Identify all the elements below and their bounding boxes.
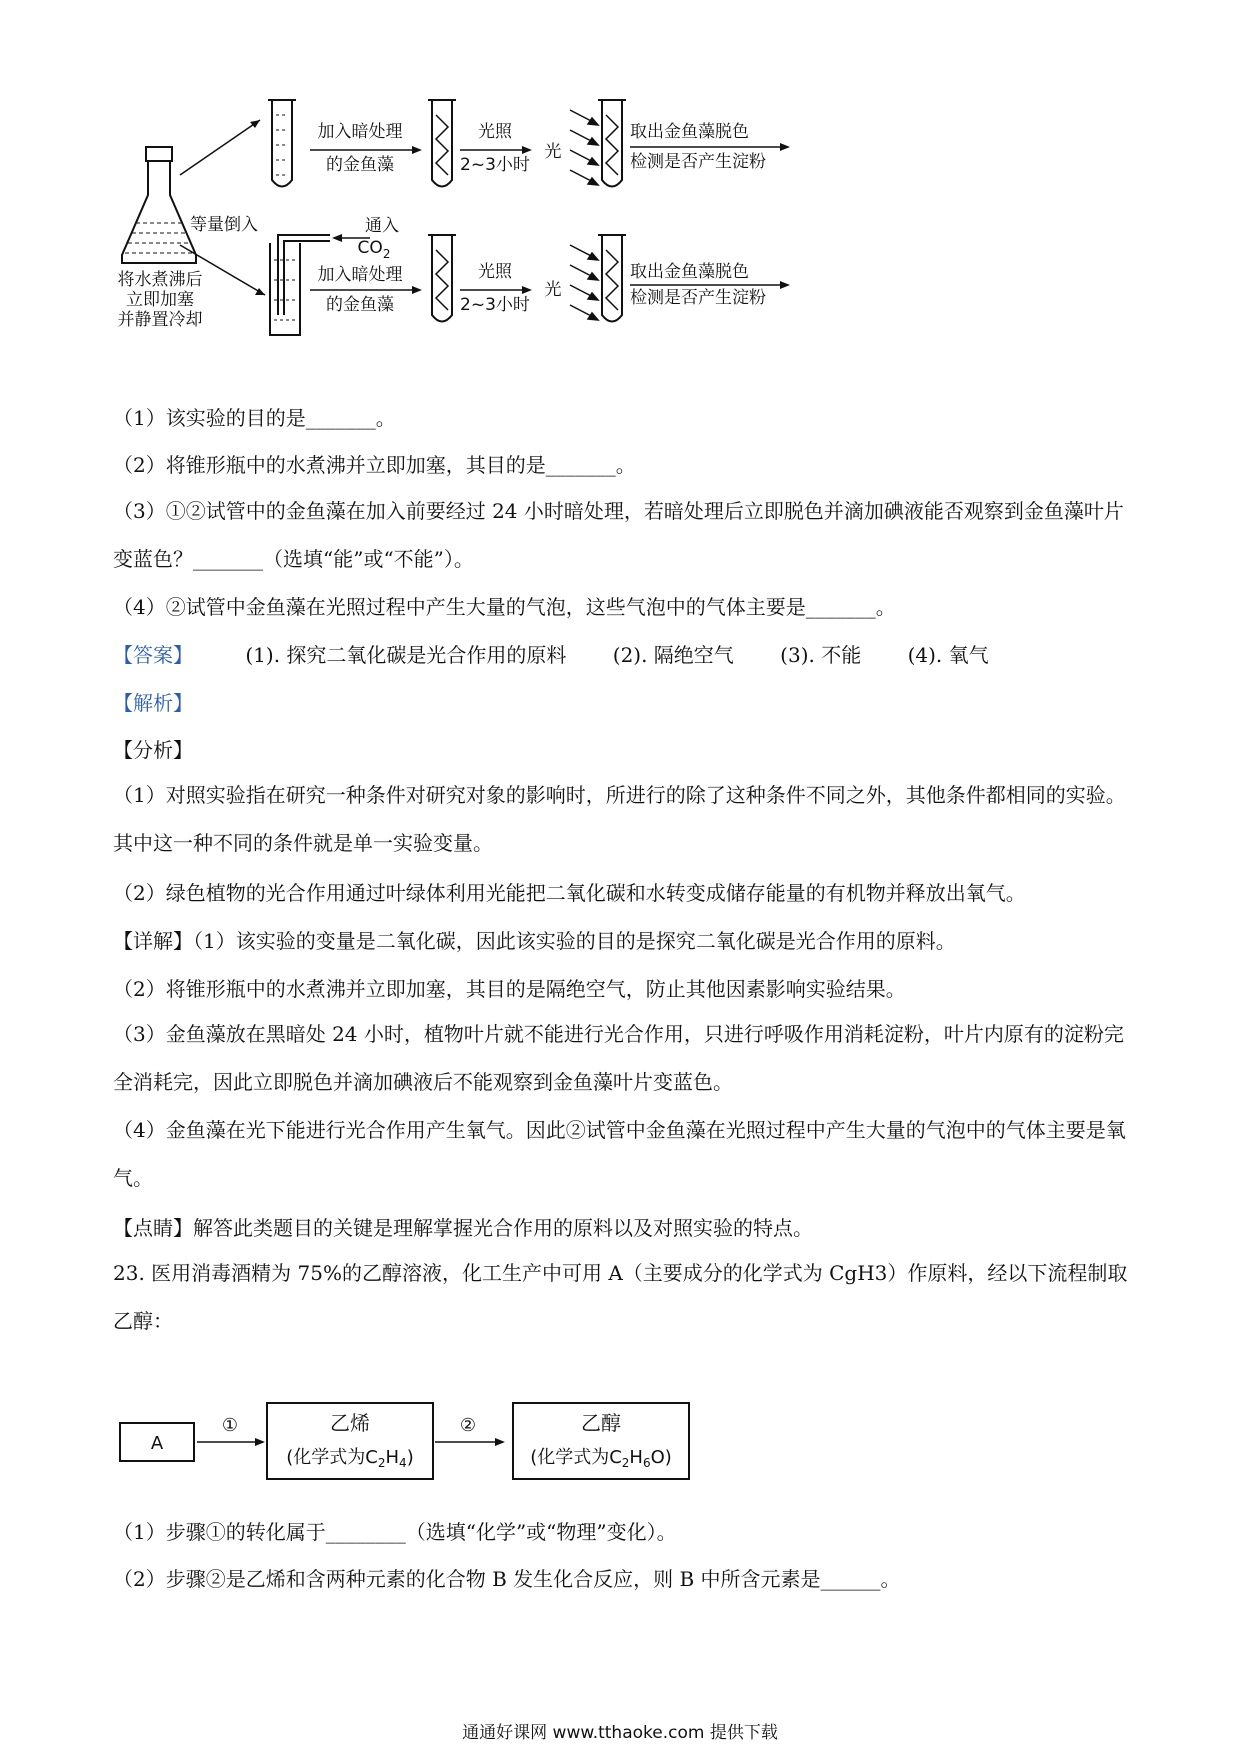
analysis-label: 【解析】 [113,691,193,715]
top-add-label-2: 的金鱼藻 [326,155,394,175]
ethanol-formula: (化学式为$C_2H_6O$) [530,1447,672,1470]
top-light-rays [570,110,598,185]
top-light-label-1: 光照 [478,122,512,142]
question-3: （3）①②试管中的金鱼藻在加入前要经过 24 小时暗处理，若暗处理后立即脱色并滴加碘液能否观察到金鱼藻叶片变蓝色？_______（选填“能”或“不能”）。 [113,499,1124,571]
bottom-result-label-1: 取出金鱼藻脱色 [630,262,749,282]
test-tube-1b [428,100,456,187]
answer-item-1: (1). 探究二氧化碳是光合作用的原料 [245,643,567,667]
question-1: （1）该实验的目的是_______。 [113,406,396,430]
detail-key-point: 【点睛】解答此类题目的关键是理解掌握光合作用的原料以及对照实验的特点。 [113,1216,813,1240]
box-a-label: A [150,1433,164,1454]
bottom-result-label-2: 检测是否产生淀粉 [630,288,766,308]
footer-credit: 通通好课网 www.tthaoke.com 提供下载 [462,1723,778,1743]
bottom-light-side-label: 光 [544,280,562,300]
ethylene-formula: (化学式为$C_2H_4$) [286,1447,414,1470]
top-light-side-label: 光 [544,142,562,162]
top-result-label-1: 取出金鱼藻脱色 [630,122,749,142]
detail-paragraph-2: （2）将锥形瓶中的水煮沸并立即加塞，其目的是隔绝空气，防止其他因素影响实验结果。 [113,977,906,1001]
flask-label-2: 立即加塞 [126,290,194,310]
test-tube-1c [598,100,626,187]
question-4: （4）②试管中金鱼藻在光照过程中产生大量的气泡，这些气泡中的气体主要是_______。 [113,595,896,619]
analysis-sub-label: 【分析】 [113,738,193,762]
ethanol-flow-diagram [115,1385,795,1495]
answer-label: 【答案】 [113,643,193,667]
flask-label-3: 并静置冷却 [117,310,203,330]
bottom-light-rays [570,245,598,320]
ethylene-name: 乙烯 [330,1411,370,1435]
bottom-add-label-1: 加入暗处理 [317,265,403,285]
answer-item-4: (4). 氧气 [907,643,989,667]
bottom-light-label-2: 2~3小时 [460,295,530,315]
test-tube-2b [428,235,456,322]
co2-tube-apparatus [270,235,330,335]
answer-item-3: (3). 不能 [780,643,862,667]
detail-paragraph-3: （3）金鱼藻放在黑暗处 24 小时，植物叶片就不能进行光合作用，只进行呼吸作用消耗淀粉，叶片内原有的淀粉完全消耗完，因此立即脱色并滴加碘液后不能观察到金鱼藻叶片变蓝色。 [113,1022,1124,1094]
bottom-light-label-1: 光照 [478,262,512,282]
analysis-paragraph-1: （1）对照实验指在研究一种条件对研究对象的影响时，所进行的除了这种条件不同之外，其他条件都相同的实验。其中这一种不同的条件就是单一实验变量。 [113,783,1126,855]
test-tube-1a [268,100,296,187]
conical-flask [122,147,196,263]
answer-item-2: (2). 隔绝空气 [612,643,734,667]
question-23-sub-1: （1）步骤①的转化属于________（选填“化学”或“物理”变化）。 [113,1520,677,1544]
co2-in-label-2: $CO_2$ [357,238,391,261]
ethanol-name: 乙醇 [581,1411,621,1435]
detail-paragraph-1: 【详解】（1）该实验的变量是二氧化碳，因此该实验的目的是探究二氧化碳是光合作用的原料。 [113,929,956,953]
question-23-text: 23. 医用消毒酒精为 75%的乙醇溶液，化工生产中可用 A（主要成分的化学式为 CgH3）作原料，经以下流程制取乙醇： [113,1261,1128,1333]
pour-label: 等量倒入 [190,215,258,235]
top-light-label-2: 2~3小时 [460,155,530,175]
experiment-diagram [110,95,930,385]
analysis-paragraph-2: （2）绿色植物的光合作用通过叶绿体利用光能把二氧化碳和水转变成储存能量的有机物并释放出氧气。 [113,881,1026,905]
step-2-label: ② [459,1415,477,1436]
co2-in-label-1: 通入 [365,216,399,236]
flask-label-1: 将水煮沸后 [117,270,203,290]
bottom-add-label-2: 的金鱼藻 [326,295,394,315]
top-add-label-1: 加入暗处理 [317,122,403,142]
question-23-sub-2: （2）步骤②是乙烯和含两种元素的化合物 B 发生化合反应，则 B 中所含元素是______。 [113,1567,901,1591]
answer-row [113,640,1029,670]
question-2: （2）将锥形瓶中的水煮沸并立即加塞，其目的是_______。 [113,453,636,477]
test-tube-2c [598,235,626,322]
detail-paragraph-4: （4）金鱼藻在光下能进行光合作用产生氧气。因此②试管中金鱼藻在光照过程中产生大量的气泡中的气体主要是氧气。 [113,1118,1126,1190]
step-1-label: ① [221,1415,239,1436]
top-result-label-2: 检测是否产生淀粉 [630,152,766,172]
